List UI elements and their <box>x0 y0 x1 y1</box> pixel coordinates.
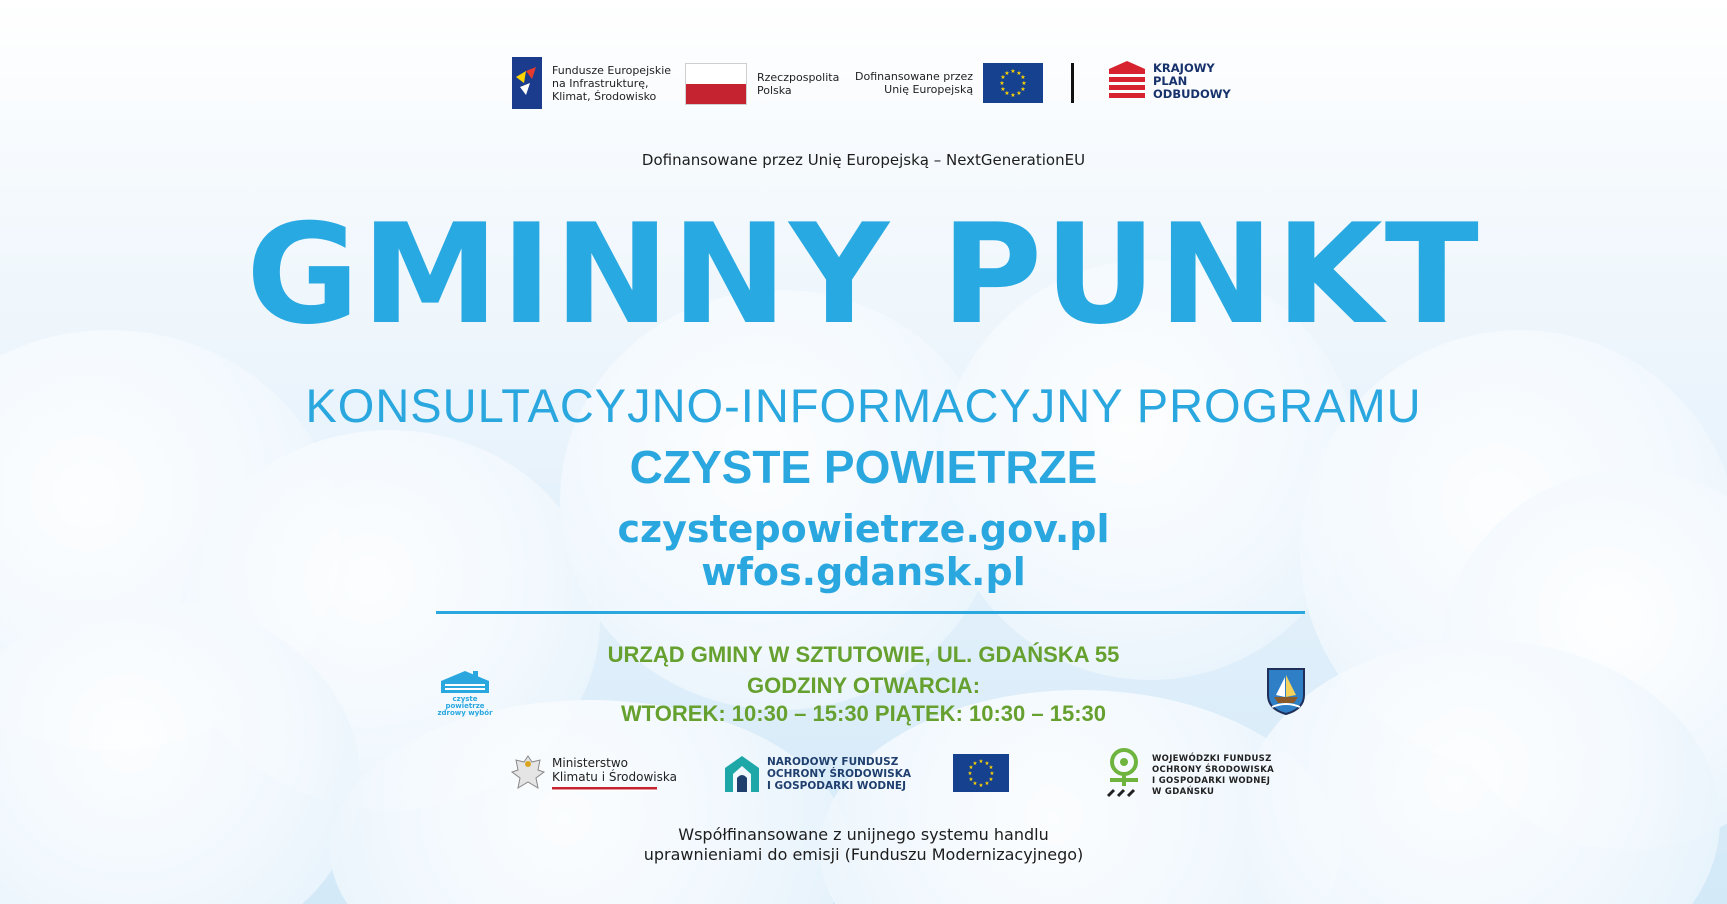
eagle-icon <box>510 754 546 792</box>
wfosigw-text-line3: I GOSPODARKI WODNEJ <box>1152 776 1271 786</box>
main-title: GMINNY PUNKT <box>246 194 1481 355</box>
svg-text:★: ★ <box>1000 86 1006 93</box>
wfosigw-text-line1: WOJEWÓDZKI FUNDUSZ <box>1152 754 1272 764</box>
wfosigw-text-line2: OCHRONY ŚRODOWISKA <box>1152 765 1274 775</box>
fe-text-line1: Fundusze Europejskie <box>552 63 672 77</box>
url-wfos[interactable]: wfos.gdansk.pl <box>701 550 1026 594</box>
kpo-text-line1: KRAJOWY <box>1153 60 1215 75</box>
rp-text-line2: Polska <box>757 84 792 97</box>
svg-text:★: ★ <box>1016 70 1022 77</box>
nfosigw-text-line3: I GOSPODARKI WODNEJ <box>767 780 907 792</box>
svg-text:★: ★ <box>1010 68 1016 75</box>
ministry-logo <box>510 754 677 792</box>
program-name: CZYSTE POWIETRZE <box>629 441 1098 493</box>
url-czystepowietrze[interactable]: czystepowietrze.gov.pl <box>617 507 1110 551</box>
fe-text-line3: Klimat, Środowisko <box>552 89 657 103</box>
subtitle: KONSULTACYJNO-INFORMACYJNY PROGRAMU <box>305 379 1422 432</box>
svg-text:★: ★ <box>989 771 995 777</box>
wfosigw-text-line4: W GDAŃSKU <box>1152 787 1215 797</box>
opening-hours: WTOREK: 10:30 – 15:30 PIĄTEK: 10:30 – 15:30 <box>620 701 1107 726</box>
tree-icon <box>1104 748 1144 804</box>
eu-text-line2: Unię Europejską <box>884 83 974 96</box>
polish-flag-icon <box>685 63 747 105</box>
fe-logo <box>512 57 671 109</box>
fe-text-line2: na Infrastrukturę, <box>552 76 649 90</box>
svg-text:★: ★ <box>1020 74 1026 81</box>
rp-logo <box>685 63 839 105</box>
svg-text:★: ★ <box>1021 80 1027 87</box>
nfosigw-text-line2: OCHRONY ŚRODOWISKA <box>767 768 912 780</box>
wfosigw-logo <box>1104 748 1274 804</box>
office-address: URZĄD GMINY W SZTUTOWIE, UL. GDAŃSKA 55 <box>607 642 1120 667</box>
cofinancing-note <box>0 825 1727 865</box>
eu-text-line1: Dofinansowane przez <box>855 70 974 83</box>
nfosigw-text-line1: NARODOWY FUNDUSZ <box>767 756 899 768</box>
eu-flag-icon <box>983 63 1043 103</box>
svg-text:★: ★ <box>984 761 990 767</box>
ministry-text-line1: Ministerstwo <box>552 755 629 770</box>
cp-caption-line2: zdrowy wybór <box>437 709 493 717</box>
rp-text-line1: Rzeczpospolita <box>757 71 840 84</box>
svg-text:★: ★ <box>967 771 973 777</box>
ministry-text-line2: Klimatu i Środowiska <box>552 769 677 784</box>
nfosigw-logo <box>723 754 911 794</box>
nextgen-caption: Dofinansowane przez Unię Europejską – NextGenerationEU <box>641 151 1086 169</box>
horizontal-divider <box>436 611 1305 614</box>
svg-text:★: ★ <box>972 761 978 767</box>
fe-star-icon <box>512 57 542 109</box>
svg-text:★: ★ <box>984 781 990 787</box>
kpo-logo <box>1109 61 1231 101</box>
svg-text:★: ★ <box>988 777 994 783</box>
cofinancing-line1: Współfinansowane z unijnego systemu handlu <box>678 825 1049 844</box>
kpo-text-line2: PLAN <box>1153 73 1188 88</box>
ministry-stripe <box>552 787 657 791</box>
opening-hours-label: GODZINY OTWARCIA: <box>746 673 981 698</box>
svg-text:★: ★ <box>1020 86 1026 93</box>
gmina-crest-icon <box>1266 667 1306 715</box>
svg-text:★: ★ <box>999 80 1005 87</box>
bottom-logo-bar <box>0 748 1727 804</box>
kpo-text-line3: ODBUDOWY <box>1153 86 1231 101</box>
nfosigw-mark-icon <box>723 754 761 794</box>
logo-divider <box>1071 63 1074 103</box>
svg-text:★: ★ <box>968 777 974 783</box>
svg-text:★: ★ <box>1016 90 1022 97</box>
svg-text:★: ★ <box>988 765 994 771</box>
cp-caption-line1: czyste powietrze <box>445 695 485 710</box>
eu-logo <box>855 63 1043 103</box>
svg-text:★: ★ <box>978 759 984 765</box>
svg-text:★: ★ <box>1000 74 1006 81</box>
eu-flag-bottom-icon <box>953 754 1009 792</box>
header-logo-bar <box>0 55 1727 115</box>
svg-text:★: ★ <box>1010 92 1016 99</box>
svg-text:★: ★ <box>968 765 974 771</box>
svg-text:★: ★ <box>1004 90 1010 97</box>
cofinancing-line2: uprawnieniami do emisji (Funduszu Modernizacyjnego) <box>643 845 1084 864</box>
svg-text:★: ★ <box>972 781 978 787</box>
svg-text:★: ★ <box>1004 70 1010 77</box>
kpo-stairs-icon <box>1109 61 1145 101</box>
svg-text:★: ★ <box>978 783 984 789</box>
